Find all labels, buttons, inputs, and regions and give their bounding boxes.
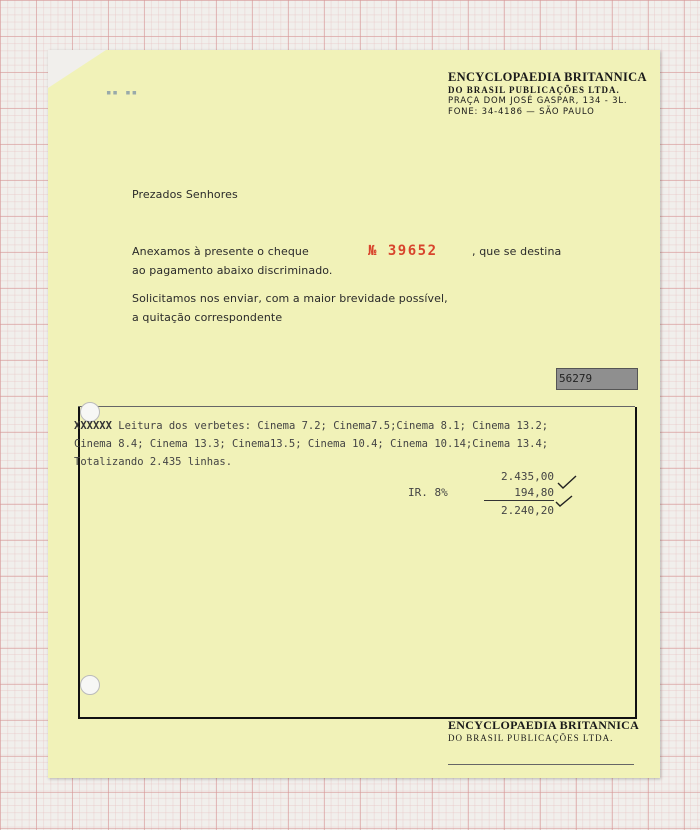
body-line3: Solicitamos nos enviar, com a maior brevidade possível, (132, 292, 448, 305)
body-line1-a: Anexamos à presente o cheque (132, 245, 309, 258)
punch-hole-top (80, 402, 100, 422)
letterhead (448, 70, 647, 118)
signature-line (448, 764, 634, 765)
sum-underline (484, 500, 554, 501)
check-mark-icon (556, 474, 578, 490)
cheque-number: № 39652 (368, 243, 438, 259)
check-mark-icon (554, 494, 574, 508)
letterhead-subsidiary: DO BRASIL PUBLICAÇÕES LTDA. (448, 85, 620, 95)
details-line1 (74, 420, 548, 432)
body-line1-b: , que se destina (472, 245, 562, 258)
amount-tax: 194,80 (514, 486, 554, 499)
footer-letterhead (448, 718, 639, 743)
footer-company: ENCYCLOPAEDIA BRITANNICA (448, 718, 640, 732)
letterhead-phone: FONE: 34-4186 — SÃO PAULO (448, 107, 595, 117)
letterhead-company: ENCYCLOPAEDIA BRITANNICA (448, 70, 647, 84)
details-line3: Totalizando 2.435 linhas. (74, 456, 233, 468)
salutation: Prezados Senhores (132, 188, 238, 201)
torn-corner (48, 50, 106, 88)
letterhead-address: PRAÇA DOM JOSÉ GASPAR, 134 - 3L. (448, 96, 628, 106)
body-line4: a quitação correspondente (132, 311, 283, 324)
details-frame (78, 407, 637, 719)
details-line2: Cinema 8.4; Cinema 13.3; Cinema13.5; Cinema 10.4; Cinema 10.14;Cinema 13.4; (74, 438, 549, 450)
footer-subsidiary: DO BRASIL PUBLICAÇÕES LTDA. (448, 733, 614, 743)
punch-hole-bottom (80, 675, 100, 695)
struck-text: XXXXXX (74, 420, 112, 432)
body-line2: ao pagamento abaixo discriminado. (132, 264, 333, 277)
amount-net: 2.240,20 (501, 504, 554, 517)
stamp-smudge: ▪▪ ▪▪ (106, 88, 139, 98)
amount-gross: 2.435,00 (501, 470, 554, 483)
details-line1-text: Leitura dos verbetes: Cinema 7.2; Cinema7.5;Cinema 8.1; Cinema 13.2; (111, 420, 549, 432)
reference-number: 56279 (559, 372, 593, 385)
reference-box (556, 368, 638, 390)
letter-sheet (48, 50, 660, 778)
tax-label: IR. 8% (408, 486, 448, 499)
